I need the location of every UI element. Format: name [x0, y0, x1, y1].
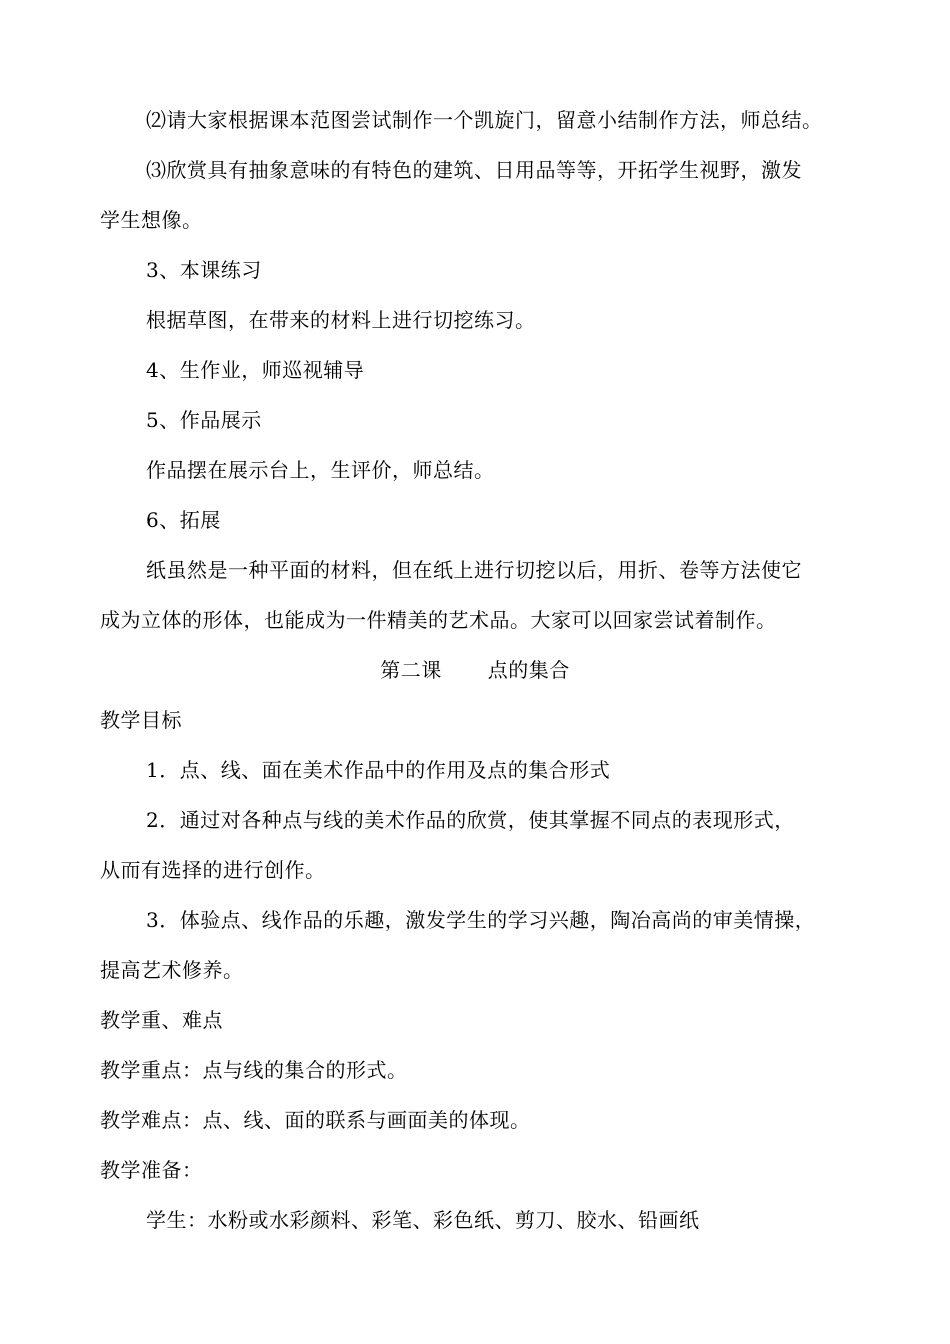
- section-exercise-heading: 3、本课练习: [146, 258, 262, 282]
- objectives-heading: 教学目标: [100, 708, 182, 732]
- section-extension-heading: 6、拓展: [146, 508, 221, 532]
- preparation-heading: 教学准备：: [100, 1158, 203, 1182]
- step-3-paragraph-cont: 学生想像。: [100, 208, 203, 232]
- section-display-heading: 5、作品展示: [146, 408, 262, 432]
- lesson-name: 点的集合: [487, 658, 570, 682]
- lesson-title: [0, 656, 950, 684]
- objective-1: 1．点、线、面在美术作品中的作用及点的集合形式: [146, 758, 611, 782]
- student-materials: 学生：水粉或水彩颜料、彩笔、彩色纸、剪刀、胶水、铅画纸: [146, 1208, 700, 1232]
- objective-3-cont: 提高艺术修养。: [100, 958, 244, 982]
- difficult-point: 教学难点：点、线、面的联系与画面美的体现。: [100, 1108, 531, 1132]
- objective-2-cont: 从而有选择的进行创作。: [100, 858, 326, 882]
- lesson-number: 第二课: [380, 658, 442, 682]
- display-paragraph: 作品摆在展示台上，生评价，师总结。: [146, 458, 495, 482]
- step-3-paragraph: ⑶欣赏具有抽象意味的有特色的建筑、日用品等等，开拓学生视野，激发: [146, 158, 802, 182]
- key-points-heading: 教学重、难点: [100, 1008, 223, 1032]
- section-homework-heading: 4、生作业，师巡视辅导: [146, 358, 365, 382]
- key-point: 教学重点：点与线的集合的形式。: [100, 1058, 408, 1082]
- objective-2: 2．通过对各种点与线的美术作品的欣赏，使其掌握不同点的表现形式，: [146, 808, 795, 832]
- step-2-paragraph: ⑵请大家根据课本范图尝试制作一个凯旋门，留意小结制作方法，师总结。: [146, 108, 823, 132]
- objective-3: 3．体验点、线作品的乐趣，激发学生的学习兴趣，陶冶高尚的审美情操，: [146, 908, 816, 932]
- exercise-paragraph: 根据草图，在带来的材料上进行切挖练习。: [146, 308, 536, 332]
- extension-paragraph-cont: 成为立体的形体，也能成为一件精美的艺术品。大家可以回家尝试着制作。: [100, 608, 777, 632]
- extension-paragraph: 纸虽然是一种平面的材料，但在纸上进行切挖以后，用折、卷等方法使它: [146, 558, 802, 582]
